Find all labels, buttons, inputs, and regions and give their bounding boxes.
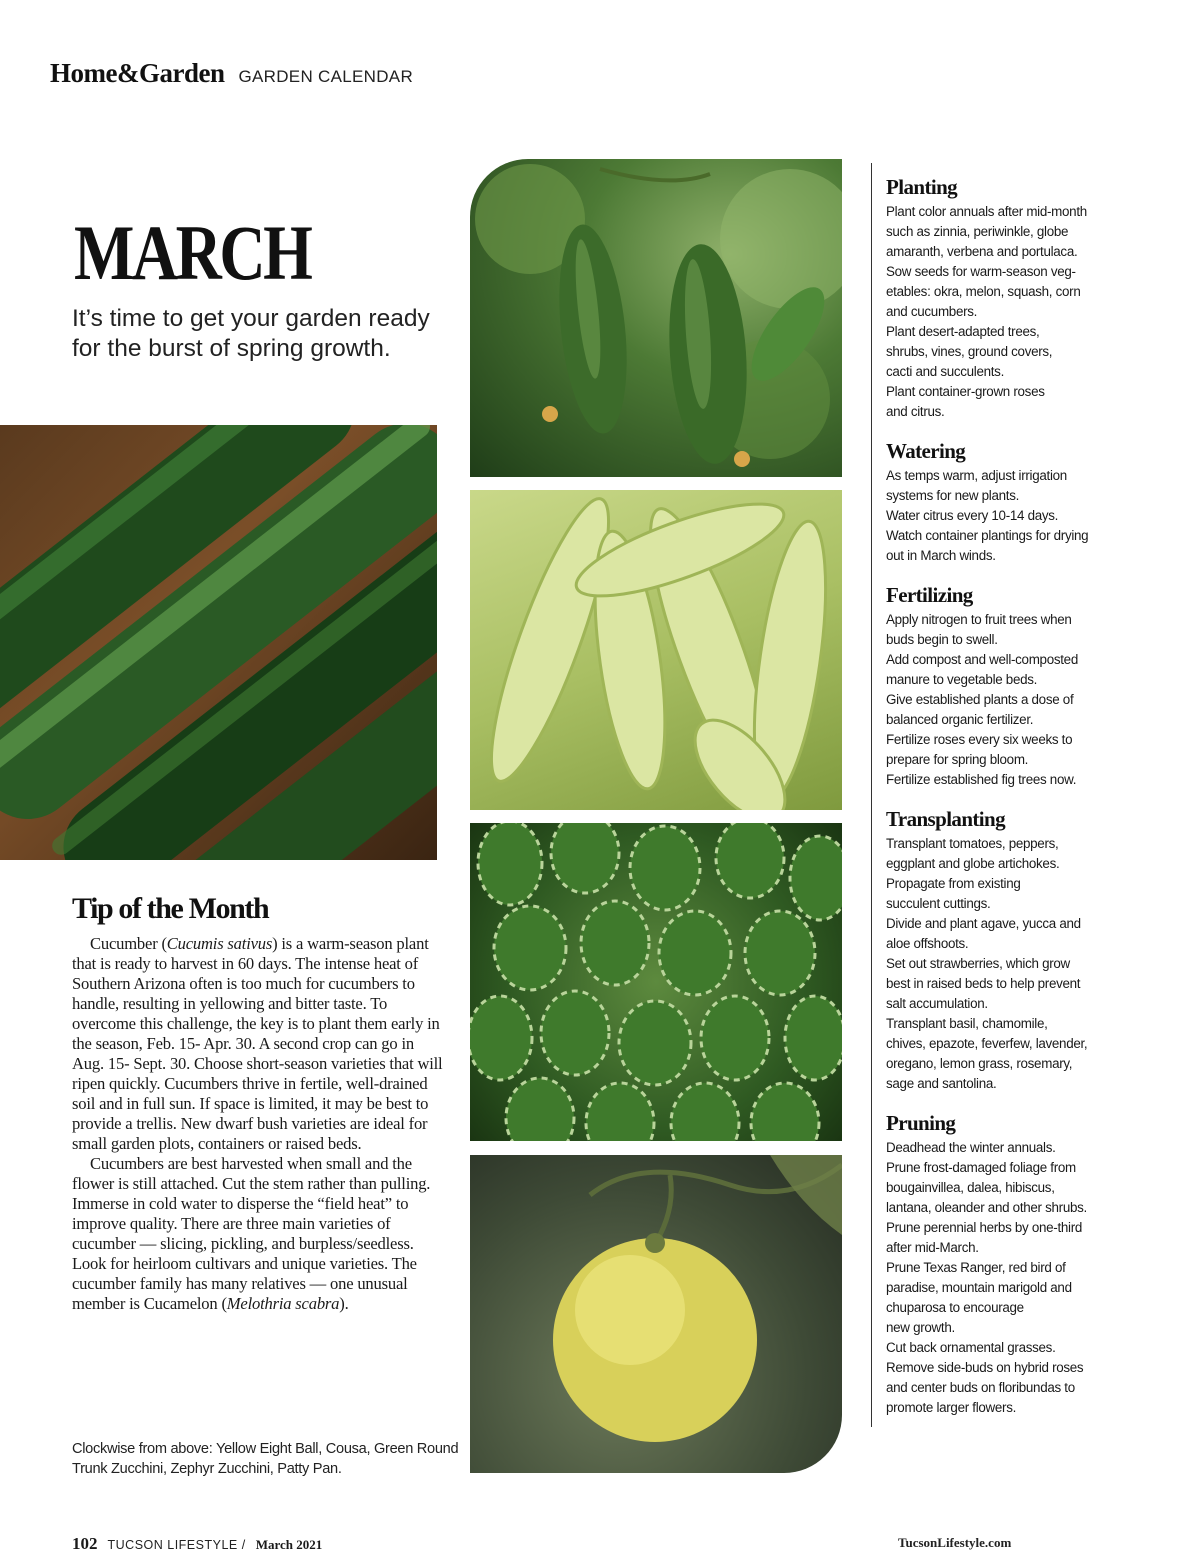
calendar-item: and cucumbers. <box>886 304 978 319</box>
calendar-item: paradise, mountain marigold and <box>886 1280 1072 1295</box>
calendar-item: Remove side-buds on hybrid roses <box>886 1360 1084 1375</box>
photo-caption: Clockwise from above: Yellow Eight Ball, Cousa, Green Round Trunk Zucchini, Zephyr Zucchini, Patty Pan. <box>72 1441 459 1477</box>
column-divider <box>871 163 872 1427</box>
calendar-item: succulent cuttings. <box>886 896 991 911</box>
section-heading: Fertilizing <box>886 583 973 607</box>
calendar-item: and center buds on floribundas to <box>886 1380 1075 1395</box>
hanging-cucumbers-photo <box>470 159 842 477</box>
cucumbers-photo <box>0 425 437 860</box>
publication-name: TUCSON LIFESTYLE / <box>107 1538 246 1552</box>
calendar-item: systems for new plants. <box>886 488 1020 503</box>
calendar-item: aloe offshoots. <box>886 936 969 951</box>
calendar-item: promote larger flowers. <box>886 1400 1017 1415</box>
issue-date: March 2021 <box>255 1537 323 1552</box>
calendar-section-planting <box>886 172 1136 422</box>
calendar-item: Transplant basil, chamomile, <box>886 1016 1048 1031</box>
calendar-item: Give established plants a dose of <box>886 692 1074 707</box>
calendar-item: lantana, oleander and other shrubs. <box>886 1200 1087 1215</box>
calendar-section-pruning <box>886 1108 1136 1418</box>
brand-logo: Home&Garden <box>50 58 225 88</box>
calendar-item: Sow seeds for warm-season veg- <box>886 264 1076 279</box>
calendar-section-watering <box>886 436 1136 566</box>
website-url: TucsonLifestyle.com <box>898 1535 1012 1550</box>
garden-calendar <box>886 172 1136 1432</box>
calendar-item: Propagate from existing <box>886 876 1021 891</box>
calendar-item: prepare for spring bloom. <box>886 752 1029 767</box>
calendar-item: Divide and plant agave, yucca and <box>886 916 1081 931</box>
section-items <box>886 466 1136 566</box>
calendar-item: sage and santolina. <box>886 1076 997 1091</box>
page-number: 102 <box>72 1534 98 1553</box>
page-title: MARCH <box>74 209 311 296</box>
intro-text: It’s time to get your garden ready for the burst of spring growth. <box>72 305 430 362</box>
calendar-item: new growth. <box>886 1320 955 1335</box>
calendar-item: buds begin to swell. <box>886 632 998 647</box>
tip-paragraph-2 <box>72 1154 444 1314</box>
calendar-item: amaranth, verbena and portulaca. <box>886 244 1078 259</box>
calendar-item: oregano, lemon grass, rosemary, <box>886 1056 1073 1071</box>
calendar-item: Prune frost-damaged foliage from <box>886 1160 1076 1175</box>
calendar-item: Transplant tomatoes, peppers, <box>886 836 1059 851</box>
section-items <box>886 834 1136 1094</box>
calendar-item: Prune Texas Ranger, red bird of <box>886 1260 1066 1275</box>
calendar-item: Water citrus every 10-14 days. <box>886 508 1059 523</box>
tip-text: ) is a warm-season plant that is ready to harvest in 60 days. The intense heat of Southern Arizona often is too much for cucumbers to handle, resulting in yellowing and bitter taste. To overcome this challenge, the key is to plant them early in the season, Feb. 15- Apr. 30. A second crop can go in Aug. 15- Sept. 30. Choose short-season varieties that will ripen quickly. Cucumbers thrive in fertile, well-drained soil and in full sun. If space is limited, it may be best to provide a trellis. New dwarf bush varieties are ideal for small garden plots, containers or raised beds. <box>72 934 443 1153</box>
calendar-item: Plant color annuals after mid-month <box>886 204 1087 219</box>
cucamelons-photo <box>470 823 842 1141</box>
calendar-item: cacti and succulents. <box>886 364 1005 379</box>
section-heading: Transplanting <box>886 807 1006 831</box>
scientific-name: Cucumis sativus <box>166 934 273 953</box>
calendar-section-transplanting <box>886 804 1136 1094</box>
armenian-cucumbers-photo <box>470 490 842 810</box>
calendar-item: Set out strawberries, which grow <box>886 956 1070 971</box>
calendar-item: salt accumulation. <box>886 996 988 1011</box>
calendar-item: Plant container-grown roses <box>886 384 1045 399</box>
lemon-cucumber-photo <box>470 1155 842 1473</box>
calendar-item: Fertilize established fig trees now. <box>886 772 1077 787</box>
scientific-name: Melothria scabra <box>226 1294 340 1313</box>
calendar-item: bougainvillea, dalea, hibiscus, <box>886 1180 1055 1195</box>
tip-text: Cucumber ( <box>90 934 167 953</box>
calendar-item: Prune perennial herbs by one-third <box>886 1220 1082 1235</box>
calendar-item: best in raised beds to help prevent <box>886 976 1081 991</box>
tip-body <box>72 934 444 1314</box>
calendar-item: out in March winds. <box>886 548 996 563</box>
calendar-item: Apply nitrogen to fruit trees when <box>886 612 1072 627</box>
section-heading: Watering <box>886 439 966 463</box>
tip-text: Cucumbers are best harvested when small and the flower is still attached. Cut the stem rather than pulling. Immerse in cold water to disperse the “field heat” to improve quality. There are three main varieties of cucumber — slicing, pickling, and burpless/seedless. Look for heirloom cultivars and unique varieties. The cucumber family has many relatives — one unusual member is Cucamelon ( <box>72 1154 431 1313</box>
section-label: GARDEN CALENDAR <box>238 67 414 86</box>
calendar-item: manure to vegetable beds. <box>886 672 1038 687</box>
calendar-item: chives, epazote, feverfew, lavender, <box>886 1036 1088 1051</box>
calendar-item: Add compost and well-composted <box>886 652 1078 667</box>
tip-heading: Tip of the Month <box>72 892 269 925</box>
section-items <box>886 202 1136 422</box>
section-heading: Pruning <box>886 1111 956 1135</box>
calendar-item: eggplant and globe artichokes. <box>886 856 1060 871</box>
page-footer <box>72 1534 322 1554</box>
calendar-item: etables: okra, melon, squash, corn <box>886 284 1081 299</box>
calendar-item: Fertilize roses every six weeks to <box>886 732 1073 747</box>
calendar-section-fertilizing <box>886 580 1136 790</box>
masthead <box>50 58 413 89</box>
tip-text: ). <box>339 1294 349 1313</box>
calendar-item: such as zinnia, periwinkle, globe <box>886 224 1069 239</box>
calendar-item: and citrus. <box>886 404 945 419</box>
calendar-item: As temps warm, adjust irrigation <box>886 468 1067 483</box>
calendar-item: Deadhead the winter annuals. <box>886 1140 1056 1155</box>
calendar-item: chuparosa to encourage <box>886 1300 1024 1315</box>
calendar-item: balanced organic fertilizer. <box>886 712 1034 727</box>
section-items <box>886 1138 1136 1418</box>
calendar-item: Cut back ornamental grasses. <box>886 1340 1056 1355</box>
section-heading: Planting <box>886 175 958 199</box>
tip-paragraph-1 <box>72 934 444 1154</box>
calendar-item: shrubs, vines, ground covers, <box>886 344 1053 359</box>
calendar-item: Plant desert-adapted trees, <box>886 324 1040 339</box>
section-items <box>886 610 1136 790</box>
calendar-item: Watch container plantings for drying <box>886 528 1089 543</box>
calendar-item: after mid-March. <box>886 1240 979 1255</box>
